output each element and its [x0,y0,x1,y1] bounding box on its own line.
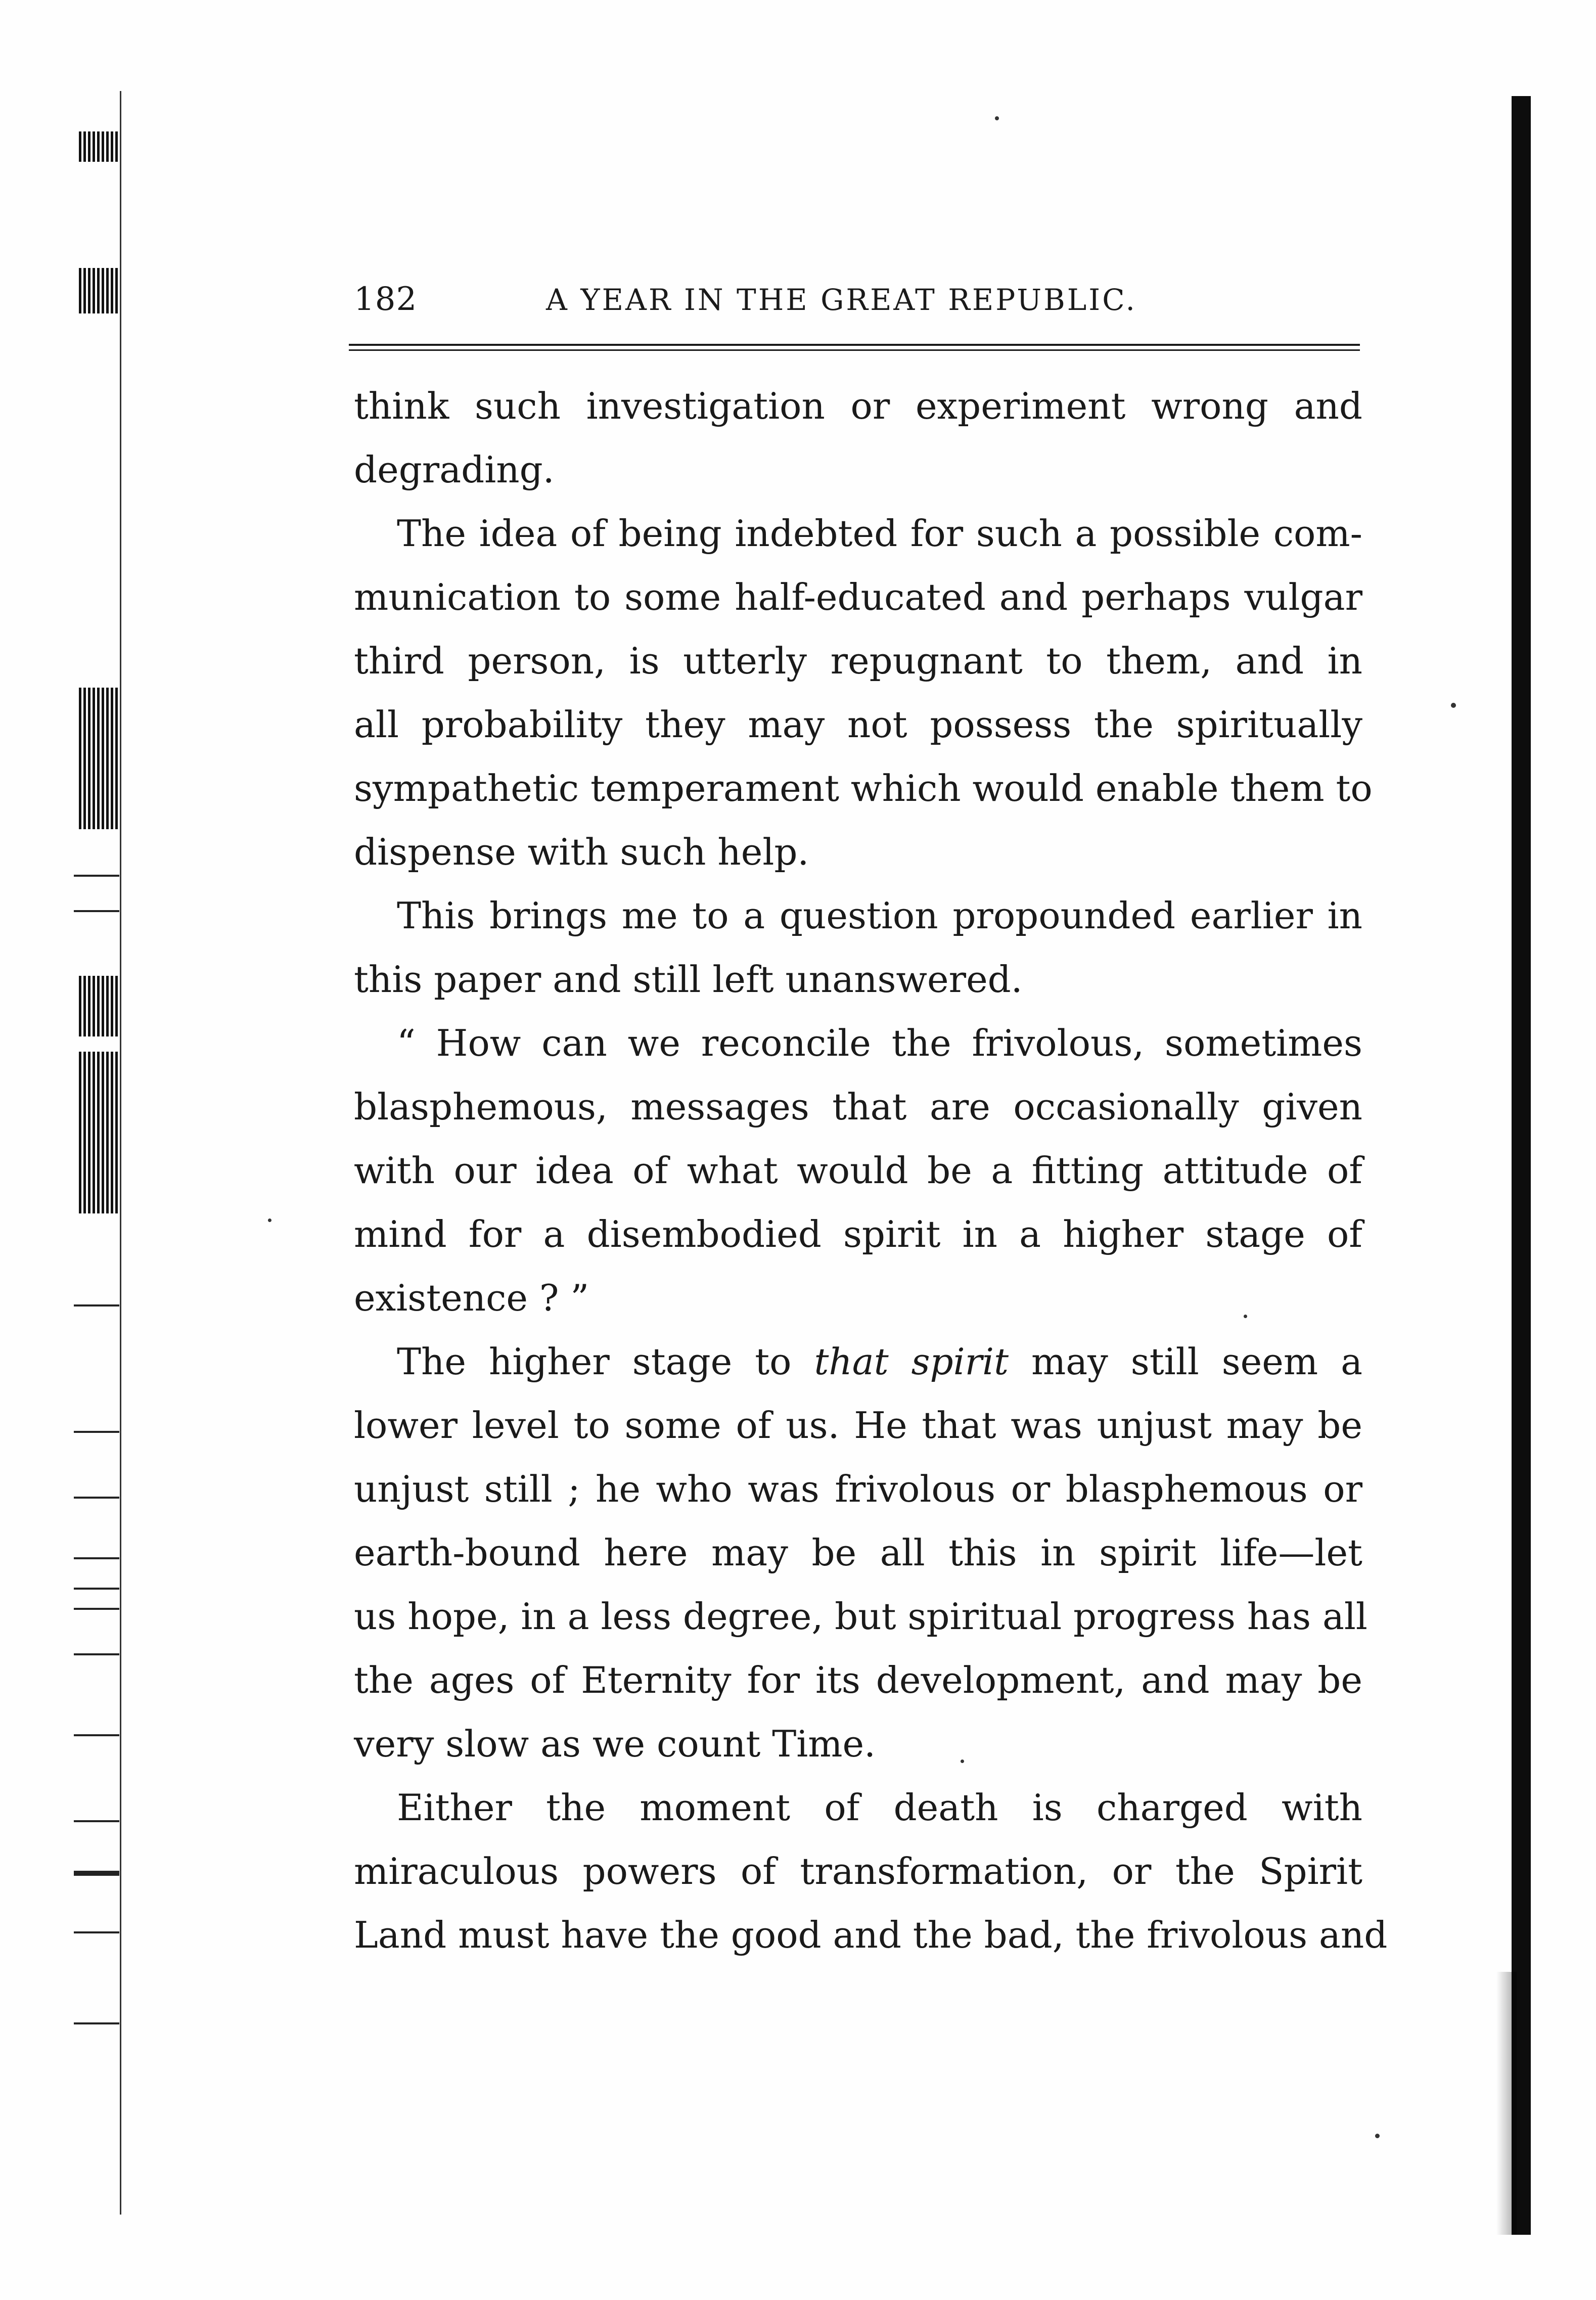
paper-speck [1244,1315,1247,1318]
text-line: “ How can we reconcile the frivolous, sometimes [397,1022,1362,1064]
gutter-mark [79,131,119,162]
paper-speck [1375,2134,1380,2138]
text-line: Either the moment of death is charged with [397,1786,1362,1829]
gutter-mark [79,688,119,829]
gutter-mark [74,875,119,877]
gutter-mark [74,1431,119,1433]
running-title: A YEAR IN THE GREAT REPUBLIC. [546,283,1137,317]
gutter-mark [79,1052,119,1213]
paper-speck [995,116,999,120]
text-line: degrading. [354,448,555,491]
text-line-suffix: may still seem a [1031,1340,1363,1383]
text-line: existence ? ” [354,1277,589,1319]
gutter-mark [74,1820,119,1822]
gutter-mark [79,268,119,313]
text-line: third person, is utterly repugnant to them, and in [354,640,1362,682]
right-binding-fade [1496,1972,1517,2235]
gutter-mark [74,910,119,912]
gutter-mark [74,1931,119,1933]
text-line-prefix: The higher stage to [397,1340,792,1383]
gutter-mark [74,1734,119,1736]
text-line: sympathetic temperament which would enable them to [354,767,1373,809]
text-line [354,1330,1362,1393]
body-text [354,374,1388,1967]
running-head [354,281,1365,321]
text-line: very slow as we count Time. [354,1723,876,1765]
gutter-mark [74,1588,119,1590]
gutter-mark [74,1653,119,1655]
italic-phrase: that spirit [814,1340,1009,1383]
text-line: This brings me to a question propounded earlier in [397,894,1362,937]
text-line: think such investigation or experiment wrong and [354,385,1362,427]
text-line: all probability they may not possess the spiritually [354,703,1362,746]
left-binding-gutter [66,91,126,2215]
text-line: the ages of Eternity for its development, and may be [354,1659,1362,1701]
text-line: mind for a disembodied spirit in a higher stage of [354,1213,1362,1255]
text-line: munication to some half-educated and perhaps vulgar [354,576,1362,618]
right-binding-shadow [1512,96,1531,2235]
text-line: this paper and still left unanswered. [354,958,1023,1001]
gutter-mark [74,1497,119,1499]
gutter-mark [74,1608,119,1610]
header-double-rule [349,344,1360,351]
paper-speck [1451,703,1456,708]
paper-speck [961,1760,964,1763]
text-line: Land must have the good and the bad, the frivolous and [354,1914,1388,1956]
text-line: earth-bound here may be all this in spirit life—let [354,1531,1362,1574]
text-line: us hope, in a less degree, but spiritual progress has all [354,1595,1367,1638]
left-binding-line [120,91,121,2215]
paper-speck [268,1219,271,1222]
gutter-mark [79,976,119,1036]
text-line: miraculous powers of transformation, or the Spirit [354,1850,1362,1892]
gutter-mark [74,2022,119,2024]
gutter-mark [74,1871,119,1876]
text-line: The idea of being indebted for such a possible com- [397,512,1362,555]
gutter-mark [74,1557,119,1559]
text-line: unjust still ; he who was frivolous or blasphemous or [354,1468,1362,1510]
text-line: blasphemous, messages that are occasionally given [354,1086,1362,1128]
text-line: lower level to some of us. He that was unjust may be [354,1404,1362,1447]
gutter-mark [74,1304,119,1306]
text-line: dispense with such help. [354,831,809,873]
page-number: 182 [354,281,418,318]
text-line: with our idea of what would be a fitting attitude of [354,1149,1362,1192]
